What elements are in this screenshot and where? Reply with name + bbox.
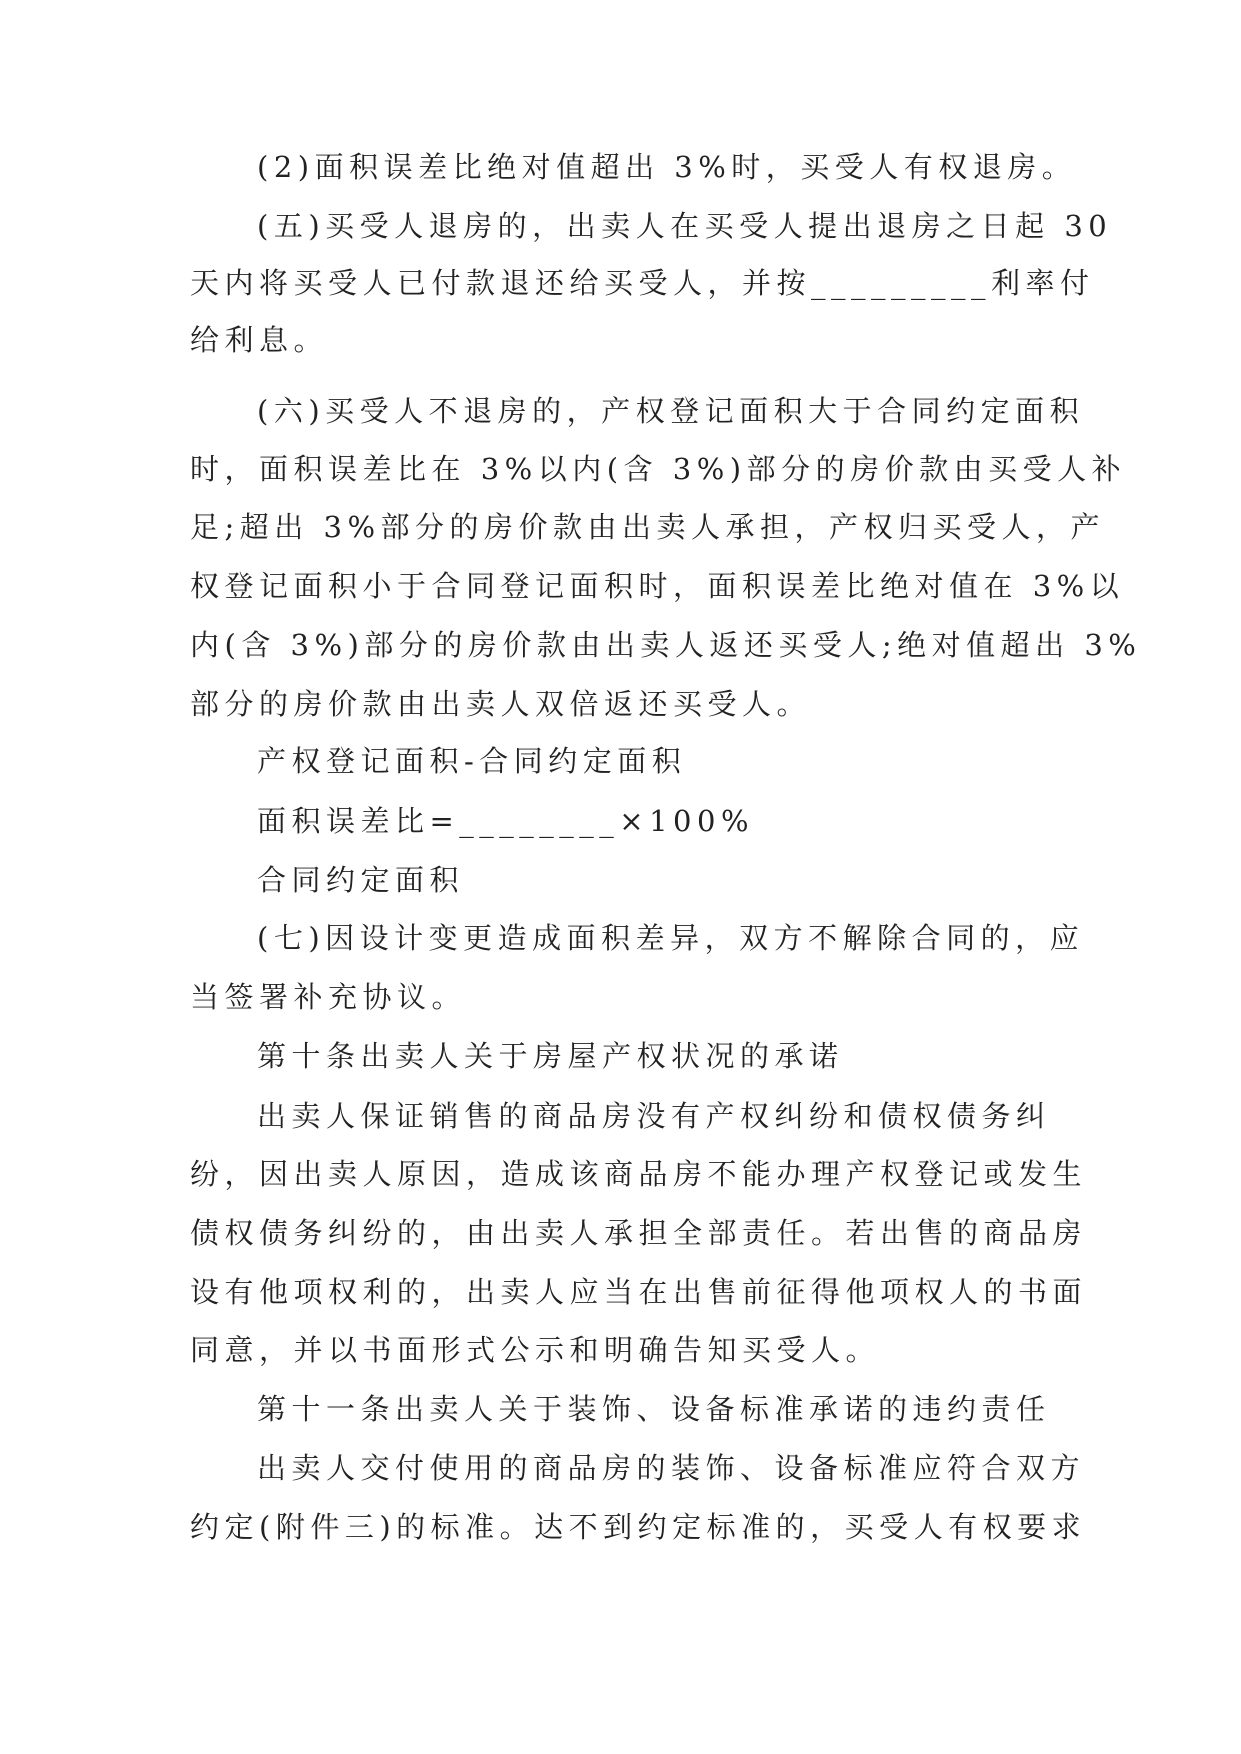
paragraph-line: 纷，因出卖人原因，造成该商品房不能办理产权登记或发生 bbox=[190, 1157, 1088, 1191]
paragraph-line: 足;超出 3%部分的房价款由出卖人承担，产权归买受人，产 bbox=[190, 510, 1105, 544]
paragraph-line: 出卖人保证销售的商品房没有产权纠纷和债权债务纠 bbox=[257, 1099, 1051, 1133]
paragraph-line: 权登记面积小于合同登记面积时，面积误差比绝对值在 3%以 bbox=[190, 569, 1125, 603]
paragraph-line: 内(含 3%)部分的房价款由出卖人返还买受人;绝对值超出 3% bbox=[190, 628, 1142, 662]
paragraph-line: 部分的房价款由出卖人双倍返还买受人。 bbox=[190, 687, 812, 721]
paragraph-line: 天内将买受人已付款退还给买受人，并按_________利率付 bbox=[190, 266, 1095, 300]
formula-denominator: 合同约定面积 bbox=[257, 863, 465, 897]
paragraph-line: 时，面积误差比在 3%以内(含 3%)部分的房价款由买受人补 bbox=[190, 452, 1127, 486]
paragraph-line: 债权债务纠纷的，由出卖人承担全部责任。若出售的商品房 bbox=[190, 1216, 1088, 1250]
paragraph-line: 给利息。 bbox=[190, 323, 329, 357]
formula-line: 面积误差比=________×100% bbox=[257, 804, 755, 838]
paragraph-line: 约定(附件三)的标准。达不到约定标准的，买受人有权要求 bbox=[190, 1510, 1087, 1544]
paragraph-line: 设有他项权利的，出卖人应当在出售前征得他项权人的书面 bbox=[190, 1275, 1088, 1309]
paragraph-line: 当签署补充协议。 bbox=[190, 980, 467, 1014]
paragraph-line: (六)买受人不退房的，产权登记面积大于合同约定面积 bbox=[257, 394, 1085, 428]
section-heading: 第十一条出卖人关于装饰、设备标准承诺的违约责任 bbox=[257, 1392, 1051, 1426]
paragraph-line: (七)因设计变更造成面积差异，双方不解除合同的，应 bbox=[257, 921, 1085, 955]
paragraph-line: 出卖人交付使用的商品房的装饰、设备标准应符合双方 bbox=[257, 1451, 1086, 1485]
paragraph-line: (2)面积误差比绝对值超出 3%时，买受人有权退房。 bbox=[257, 150, 1077, 184]
paragraph-line: 同意，并以书面形式公示和明确告知买受人。 bbox=[190, 1333, 881, 1367]
formula-numerator: 产权登记面积-合同约定面积 bbox=[257, 744, 687, 778]
paragraph-line: (五)买受人退房的，出卖人在买受人提出退房之日起 30 bbox=[257, 209, 1113, 243]
section-heading: 第十条出卖人关于房屋产权状况的承诺 bbox=[257, 1039, 844, 1073]
